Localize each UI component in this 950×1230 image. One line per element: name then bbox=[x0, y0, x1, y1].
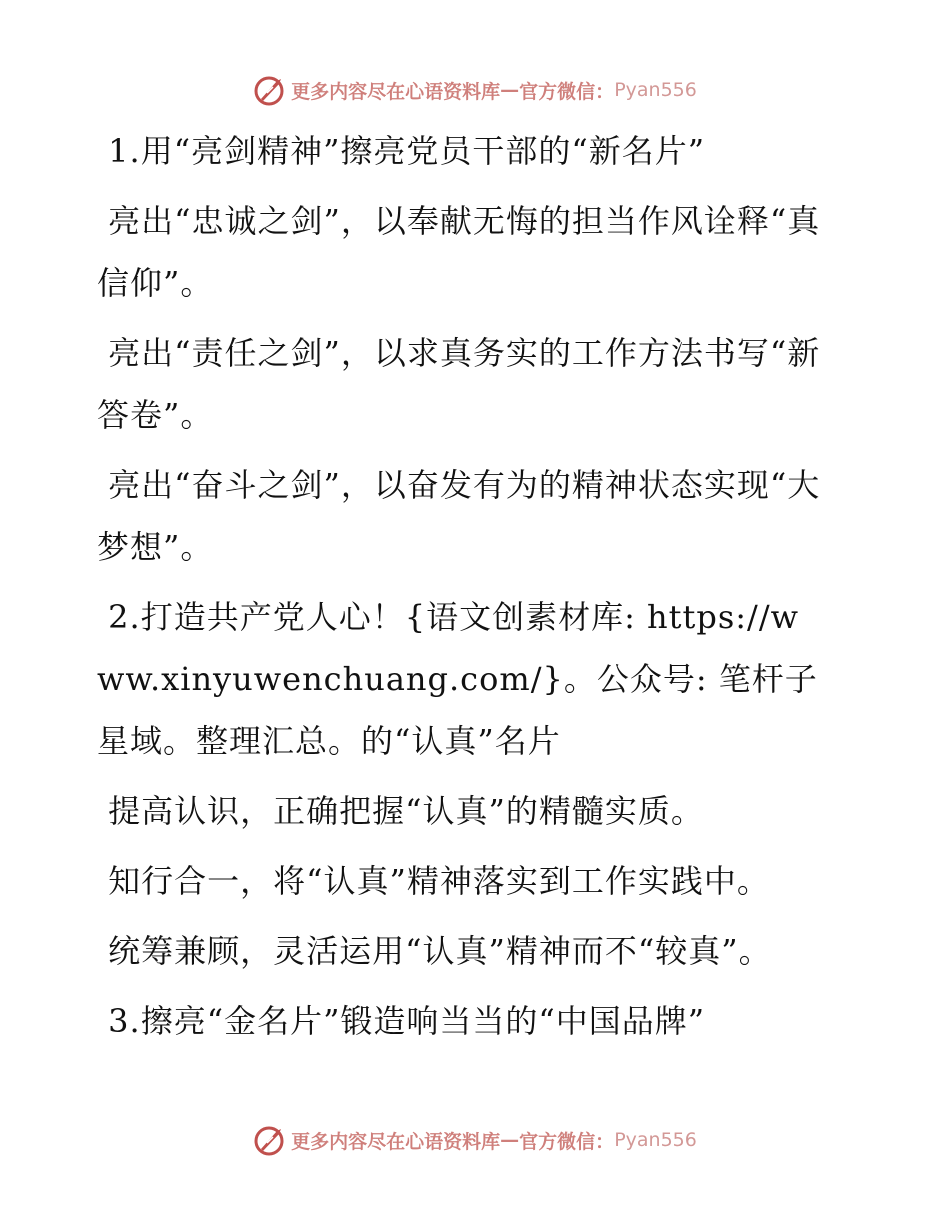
watermark-text: 更多内容尽在心语资料库 bbox=[291, 1130, 501, 1153]
paragraph: 亮出“责任之剑”，以求真务实的工作方法书写“新答卷”。 bbox=[97, 334, 821, 434]
quill-logo-icon bbox=[253, 1123, 287, 1157]
heading-1: 1.用“亮剑精神”擦亮党员干部的“新名片” bbox=[97, 132, 706, 170]
watermark-contact-value: Pyan556 bbox=[614, 1129, 697, 1151]
watermark-contact-label: 官方微信： bbox=[519, 80, 615, 103]
document-body bbox=[97, 120, 827, 1052]
paragraph: 亮出“奋斗之剑”，以奋发有为的精神状态实现“大梦想”。 bbox=[97, 466, 821, 566]
heading-2: 2.打造共产党人心！{语文创素材库: https://www.xinyuwenchuang.com/}。公众号: 笔杆子星域。整理汇总。的“认真”名片 bbox=[97, 598, 818, 760]
heading-3: 3.擦亮“金名片”锻造响当当的“中国品牌” bbox=[97, 1002, 706, 1040]
paragraph: 提高认识，正确把握“认真”的精髓实质。 bbox=[97, 792, 704, 830]
footer-watermark bbox=[0, 1120, 950, 1160]
paragraph: 统筹兼顾，灵活运用“认真”精神而不“较真”。 bbox=[97, 932, 772, 970]
watermark-contact-label: 官方微信： bbox=[519, 1130, 615, 1153]
header-watermark bbox=[0, 70, 950, 110]
watermark-contact-value: Pyan556 bbox=[614, 79, 697, 101]
watermark-separator: — bbox=[500, 79, 520, 101]
watermark-text: 更多内容尽在心语资料库 bbox=[291, 80, 501, 103]
paragraph: 知行合一，将“认真”精神落实到工作实践中。 bbox=[97, 862, 770, 900]
paragraph: 亮出“忠诚之剑”，以奉献无悔的担当作风诠释“真信仰”。 bbox=[97, 202, 821, 302]
quill-logo-icon bbox=[253, 73, 287, 107]
watermark-separator: — bbox=[500, 1129, 520, 1151]
